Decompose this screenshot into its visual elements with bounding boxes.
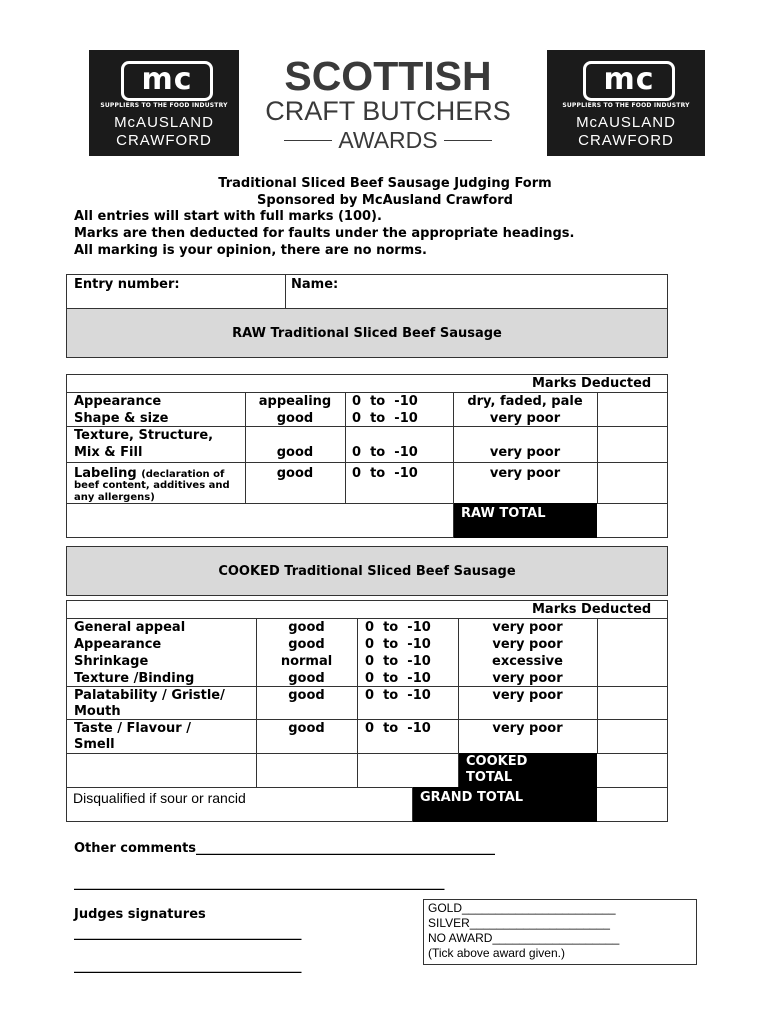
cooked-poor: very poor <box>492 637 563 652</box>
mc-name-line2: CRAWFORD <box>578 132 674 149</box>
raw-range: 0 to -10 <box>352 394 418 409</box>
disqualified-note: Disqualified if sour or rancid <box>73 790 246 806</box>
entry-number-label: Entry number: <box>74 277 180 292</box>
cooked-marks-deducted: Marks Deducted <box>532 602 652 617</box>
scottish-logo-line3-wrap <box>258 126 518 154</box>
raw-good: good <box>276 445 314 460</box>
cooked-vline <box>357 618 358 787</box>
raw-marks-deducted: Marks Deducted <box>532 376 652 391</box>
grand-total: GRAND TOTAL <box>413 787 597 822</box>
mc-tagline: SUPPLIERS TO THE FOOD INDUSTRY <box>100 102 228 109</box>
cooked-good: good <box>288 637 325 652</box>
form-title: Traditional Sliced Beef Sausage Judging Form <box>218 176 552 191</box>
raw-poor: very poor <box>489 411 561 426</box>
form-sponsor: Sponsored by McAusland Crawford <box>257 193 513 208</box>
cooked-poor: excessive <box>492 654 563 669</box>
signature-line[interactable]: ___________________________________ <box>74 959 302 974</box>
raw-criterion: Mix & Fill <box>74 445 143 460</box>
mc-mark: mc <box>121 61 213 101</box>
cooked-criterion: Shrinkage <box>74 654 149 669</box>
raw-good: good <box>276 466 314 481</box>
raw-criterion: Texture, Structure, <box>74 428 214 443</box>
cooked-poor: very poor <box>492 671 563 686</box>
scottish-logo-line1: SCOTTISH <box>284 53 492 99</box>
mc-tagline: SUPPLIERS TO THE FOOD INDUSTRY <box>562 102 690 109</box>
cooked-criterion: Smell <box>74 737 115 752</box>
raw-criterion: Labeling <box>74 466 137 481</box>
cooked-good: good <box>288 671 325 686</box>
raw-good: appealing <box>258 394 332 409</box>
raw-hline <box>66 462 668 463</box>
mcausland-crawford-logo-right <box>547 50 705 156</box>
cooked-range: 0 to -10 <box>365 688 431 703</box>
other-comments[interactable]: Other comments______________________________________________ <box>74 841 496 856</box>
cooked-range: 0 to -10 <box>365 671 431 686</box>
cooked-range: 0 to -10 <box>365 721 431 736</box>
comments-line[interactable]: _________________________________________________________ <box>74 876 445 891</box>
raw-vline <box>597 392 598 503</box>
cooked-poor: very poor <box>492 620 563 635</box>
cooked-good: normal <box>280 654 333 669</box>
cooked-vline <box>597 618 598 753</box>
cooked-good: good <box>288 620 325 635</box>
cooked-heading: COOKED Traditional Sliced Beef Sausage <box>218 564 516 579</box>
raw-total: RAW TOTAL <box>454 503 597 538</box>
raw-poor: very poor <box>489 445 561 460</box>
mc-name-line1: McAUSLAND <box>576 114 676 131</box>
raw-heading: RAW Traditional Sliced Beef Sausage <box>232 326 502 341</box>
raw-vline <box>345 392 346 503</box>
logo-rule-right <box>444 140 492 141</box>
logo-rule-left <box>284 140 332 141</box>
mc-name-line1: McAUSLAND <box>114 114 214 131</box>
cooked-range: 0 to -10 <box>365 654 431 669</box>
cooked-criterion: Palatability / Gristle/ <box>74 688 225 703</box>
judges-signatures-label: Judges signatures <box>74 907 206 922</box>
raw-range: 0 to -10 <box>352 411 418 426</box>
cooked-poor: very poor <box>492 721 563 736</box>
raw-range: 0 to -10 <box>352 445 418 460</box>
instruction-line2: Marks are then deducted for faults under the appropriate headings. <box>74 226 575 241</box>
award-tick-note: (Tick above award given.) <box>428 946 565 960</box>
scottish-logo-line2: CRAFT BUTCHERS <box>265 96 511 126</box>
raw-criterion-note: any allergens) <box>74 492 155 503</box>
cooked-criterion: Texture /Binding <box>74 671 195 686</box>
cooked-total-line1: COOKED <box>466 754 528 769</box>
cooked-criterion: Taste / Flavour / <box>74 721 191 736</box>
cooked-criterion: Appearance <box>74 637 162 652</box>
raw-criterion: Appearance <box>74 394 162 409</box>
cooked-criterion: General appeal <box>74 620 186 635</box>
cooked-poor: very poor <box>492 688 563 703</box>
cooked-total <box>459 753 597 787</box>
raw-range: 0 to -10 <box>352 466 418 481</box>
scottish-craft-butchers-logo <box>258 53 518 156</box>
mcausland-crawford-logo-left <box>89 50 239 156</box>
mc-name-line2: CRAWFORD <box>116 132 212 149</box>
raw-criterion-note: (declaration of <box>141 469 225 480</box>
raw-poor: very poor <box>489 466 561 481</box>
raw-criterion-note: beef content, additives and <box>74 480 230 491</box>
cooked-total-line2: TOTAL <box>466 770 513 785</box>
instruction-line1: All entries will start with full marks (100). <box>74 209 382 224</box>
cooked-criterion: Mouth <box>74 704 121 719</box>
raw-poor: dry, faded, pale <box>467 394 583 409</box>
raw-criterion: Shape & size <box>74 411 169 426</box>
entry-divider <box>285 274 286 309</box>
cooked-range: 0 to -10 <box>365 620 431 635</box>
cooked-good: good <box>288 721 325 736</box>
cooked-range: 0 to -10 <box>365 637 431 652</box>
raw-good: good <box>276 411 314 426</box>
award-silver[interactable]: SILVER_____________________ <box>428 916 610 930</box>
mc-mark: mc <box>583 61 675 101</box>
instruction-line3: All marking is your opinion, there are no norms. <box>74 243 427 258</box>
cooked-good: good <box>288 688 325 703</box>
signature-line[interactable]: ___________________________________ <box>74 926 302 941</box>
name-label: Name: <box>291 277 339 292</box>
scottish-logo-line3: AWARDS <box>338 127 438 153</box>
award-gold[interactable]: GOLD_______________________ <box>428 901 616 915</box>
award-none[interactable]: NO AWARD___________________ <box>428 931 620 945</box>
